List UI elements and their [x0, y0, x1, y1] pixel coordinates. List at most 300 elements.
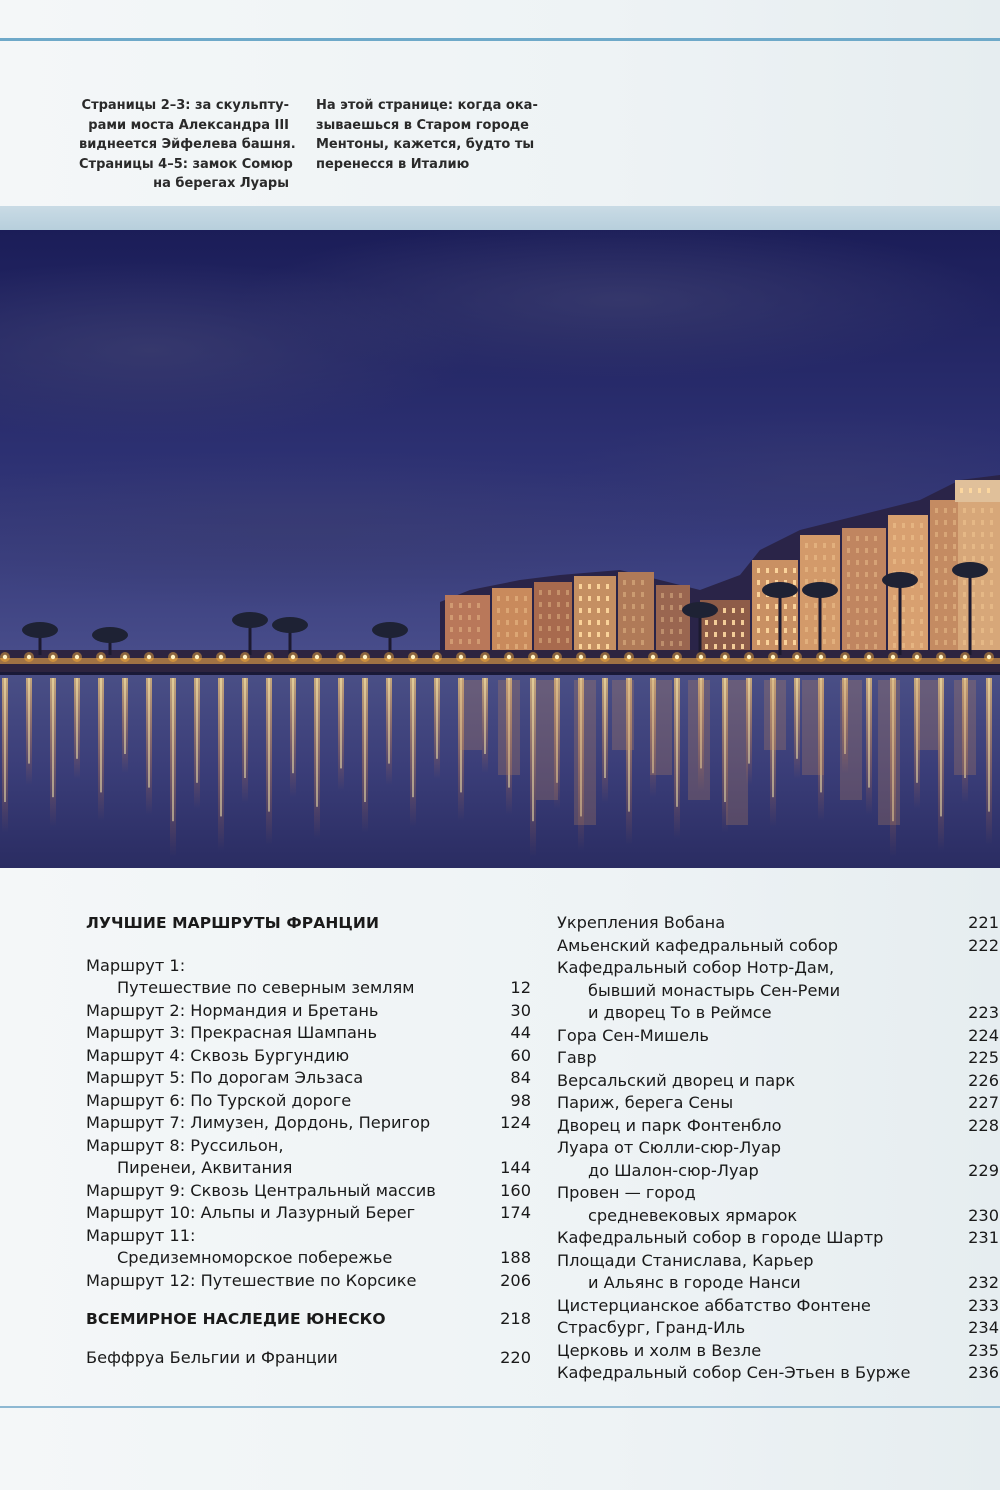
- window: [661, 593, 664, 598]
- window: [902, 535, 905, 540]
- reflection-core: [76, 678, 78, 759]
- window: [963, 640, 966, 645]
- window: [579, 596, 582, 601]
- window: [990, 544, 993, 549]
- window: [856, 608, 859, 613]
- reflection-core: [52, 678, 54, 797]
- window: [972, 508, 975, 513]
- toc-entry-title: Путешествие по северным землям: [117, 978, 415, 997]
- window: [670, 593, 673, 598]
- window: [935, 628, 938, 633]
- window: [670, 617, 673, 622]
- toc-entry: [557, 1295, 999, 1318]
- window: [623, 592, 626, 597]
- lamp: [795, 655, 799, 659]
- toc-page-number: 226: [968, 1070, 999, 1090]
- window: [757, 568, 760, 573]
- window: [539, 614, 542, 619]
- reflection-core: [532, 678, 534, 821]
- toc-entry: [86, 1090, 534, 1113]
- window: [623, 640, 626, 645]
- window: [814, 615, 817, 620]
- window: [911, 643, 914, 648]
- window: [865, 608, 868, 613]
- window: [847, 644, 850, 649]
- caption-line: виднеется Эйфелева башня.: [79, 137, 296, 152]
- toc-entry-title: Маршрут 9: Сквозь Центральный массив: [86, 1180, 436, 1200]
- window: [963, 508, 966, 513]
- window: [847, 572, 850, 577]
- window: [793, 568, 796, 573]
- window: [893, 559, 896, 564]
- window: [784, 640, 787, 645]
- toc-entry-title: и дворец То в Реймсе: [588, 1003, 772, 1022]
- toc-entry: [86, 977, 534, 1000]
- window: [459, 603, 462, 608]
- window: [832, 579, 835, 584]
- window: [990, 508, 993, 513]
- window: [606, 584, 609, 589]
- window: [766, 640, 769, 645]
- window: [632, 580, 635, 585]
- lamp: [627, 655, 631, 659]
- lamp: [723, 655, 727, 659]
- window: [597, 584, 600, 589]
- toc-entry-title: Беффруа Бельгии и Франции: [86, 1347, 338, 1367]
- lamp: [147, 655, 151, 659]
- window: [847, 608, 850, 613]
- toc-entry: [557, 912, 999, 935]
- lamp: [939, 655, 943, 659]
- window: [606, 620, 609, 625]
- lamp: [867, 655, 871, 659]
- window: [944, 508, 947, 513]
- window: [506, 596, 509, 601]
- window: [641, 640, 644, 645]
- window: [775, 568, 778, 573]
- window: [757, 640, 760, 645]
- lamp: [75, 655, 79, 659]
- lamp: [435, 655, 439, 659]
- toc-page-number: 174: [500, 1203, 531, 1222]
- window: [775, 604, 778, 609]
- window: [935, 508, 938, 513]
- window: [805, 603, 808, 608]
- window: [606, 608, 609, 613]
- toc-left-column: [86, 912, 534, 1369]
- window: [832, 543, 835, 548]
- reflection-core: [868, 678, 870, 788]
- window: [920, 535, 923, 540]
- window: [953, 520, 956, 525]
- window: [814, 627, 817, 632]
- window: [935, 580, 938, 585]
- toc-entry-title: Париж, берега Сены: [557, 1093, 734, 1112]
- window: [920, 547, 923, 552]
- caption-line: Страницы 4–5: замок Сомюр: [79, 156, 293, 172]
- window: [847, 560, 850, 565]
- window: [990, 616, 993, 621]
- toc-entry: [557, 1070, 999, 1093]
- window: [944, 520, 947, 525]
- palm-trunk: [899, 580, 902, 655]
- window: [902, 643, 905, 648]
- reflection-core: [172, 678, 174, 821]
- toc-entry: [557, 1002, 999, 1025]
- toc-entry: [557, 1160, 999, 1183]
- seawall: [0, 672, 1000, 675]
- window: [920, 583, 923, 588]
- lamp: [99, 655, 103, 659]
- toc-entry: [557, 1227, 999, 1250]
- palm-crown: [22, 622, 58, 638]
- building-reflection: [840, 680, 862, 800]
- window: [856, 572, 859, 577]
- toc-entry: [557, 935, 999, 958]
- window: [823, 603, 826, 608]
- top-rule: [0, 38, 1000, 41]
- window: [741, 632, 744, 637]
- lamp: [963, 655, 967, 659]
- lamp: [675, 655, 679, 659]
- window: [497, 644, 500, 649]
- reflection-core: [28, 678, 30, 764]
- window: [865, 572, 868, 577]
- toc-entry: [86, 1067, 534, 1090]
- toc-entry-title: до Шалон-сюр-Луар: [588, 1160, 759, 1180]
- window: [944, 544, 947, 549]
- toc-entry-title: Площади Станислава, Карьер: [557, 1250, 814, 1270]
- palm-trunk: [819, 590, 822, 655]
- lamp: [27, 655, 31, 659]
- toc-page-number: 230: [968, 1205, 999, 1225]
- window: [679, 641, 682, 646]
- window: [793, 640, 796, 645]
- building-reflection: [688, 680, 710, 800]
- window: [981, 520, 984, 525]
- window: [468, 639, 471, 644]
- window: [515, 596, 518, 601]
- window: [548, 626, 551, 631]
- window: [641, 580, 644, 585]
- toc-entry: [557, 1362, 999, 1385]
- window: [477, 615, 480, 620]
- window: [588, 632, 591, 637]
- palm-crown: [762, 582, 798, 598]
- window: [981, 592, 984, 597]
- window: [990, 580, 993, 585]
- window: [670, 629, 673, 634]
- reflection-core: [436, 678, 438, 759]
- window: [944, 532, 947, 537]
- window: [893, 631, 896, 636]
- toc-entry-title: Маршрут 1:: [86, 955, 186, 975]
- decorative-band: [0, 206, 1000, 230]
- lamp: [579, 655, 583, 659]
- window: [893, 607, 896, 612]
- toc-entry-title: Маршрут 3: Прекрасная Шампань: [86, 1023, 378, 1042]
- palm-crown: [882, 572, 918, 588]
- window: [990, 556, 993, 561]
- window: [670, 641, 673, 646]
- window: [856, 632, 859, 637]
- window: [784, 568, 787, 573]
- window: [902, 619, 905, 624]
- window: [944, 568, 947, 573]
- lamp: [315, 655, 319, 659]
- menton-harbour-photo: [0, 230, 1000, 868]
- lamp: [267, 655, 271, 659]
- window: [732, 620, 735, 625]
- window: [911, 523, 914, 528]
- window: [515, 644, 518, 649]
- window: [705, 632, 708, 637]
- window: [579, 584, 582, 589]
- lamp: [171, 655, 175, 659]
- window: [874, 644, 877, 649]
- window: [856, 560, 859, 565]
- window: [632, 640, 635, 645]
- window: [874, 632, 877, 637]
- window: [661, 641, 664, 646]
- window: [960, 488, 963, 493]
- window: [741, 620, 744, 625]
- window: [524, 596, 527, 601]
- toc-page-number: 206: [500, 1270, 531, 1290]
- toc-entry-title: бывший монастырь Сен-Реми: [588, 980, 841, 1000]
- window: [566, 614, 569, 619]
- window: [450, 639, 453, 644]
- toc-entry: [86, 1135, 534, 1158]
- window: [893, 643, 896, 648]
- toc-entry: [557, 957, 999, 980]
- building-reflection: [764, 680, 786, 750]
- window: [856, 536, 859, 541]
- window: [732, 608, 735, 613]
- window: [579, 608, 582, 613]
- toc-entry: [557, 1047, 999, 1070]
- window: [606, 596, 609, 601]
- window: [902, 631, 905, 636]
- toc-entry-title: Луара от Сюлли-сюр-Луар: [557, 1138, 782, 1157]
- window: [597, 596, 600, 601]
- window: [679, 605, 682, 610]
- toc-page-number: 225: [968, 1048, 999, 1067]
- toc-entry: [86, 1270, 534, 1293]
- palm-crown: [272, 617, 308, 633]
- window: [920, 619, 923, 624]
- window: [935, 568, 938, 573]
- window: [920, 523, 923, 528]
- window: [757, 604, 760, 609]
- window: [805, 567, 808, 572]
- building-reflection: [536, 680, 558, 800]
- toc-entry-title: Гавр: [557, 1048, 597, 1067]
- window: [953, 592, 956, 597]
- window: [641, 592, 644, 597]
- toc-section-heading: [86, 1308, 534, 1331]
- toc-entry-title: Гора Сен-Мишель: [557, 1025, 709, 1045]
- toc-entry: [557, 1025, 999, 1048]
- window: [972, 616, 975, 621]
- window: [865, 620, 868, 625]
- window: [679, 617, 682, 622]
- window: [814, 543, 817, 548]
- window: [579, 632, 582, 637]
- window: [766, 628, 769, 633]
- window: [865, 644, 868, 649]
- window: [990, 628, 993, 633]
- window: [972, 520, 975, 525]
- reflection-core: [4, 678, 6, 802]
- lamp: [507, 655, 511, 659]
- window: [981, 508, 984, 513]
- window: [823, 627, 826, 632]
- reflection-core: [196, 678, 198, 783]
- window: [963, 556, 966, 561]
- window: [641, 604, 644, 609]
- window: [981, 628, 984, 633]
- toc-entry: [86, 1225, 534, 1248]
- window: [981, 604, 984, 609]
- lamp: [387, 655, 391, 659]
- building-reflection: [954, 680, 976, 775]
- window: [990, 520, 993, 525]
- lamp: [531, 655, 535, 659]
- window: [911, 595, 914, 600]
- building-reflection: [460, 680, 482, 750]
- window: [911, 619, 914, 624]
- window: [856, 584, 859, 589]
- toc-entry: [86, 1347, 534, 1370]
- window: [874, 596, 877, 601]
- window: [935, 640, 938, 645]
- window: [902, 607, 905, 612]
- toc-page-number: 224: [968, 1025, 999, 1045]
- reflection-core: [292, 678, 294, 773]
- toc-entry: [557, 1250, 999, 1273]
- window: [497, 596, 500, 601]
- window: [597, 644, 600, 649]
- window: [935, 592, 938, 597]
- window: [902, 595, 905, 600]
- window: [874, 548, 877, 553]
- toc-entry: [557, 980, 999, 1003]
- window: [566, 638, 569, 643]
- window: [623, 604, 626, 609]
- toc-entry-title: Провен — город: [557, 1183, 696, 1202]
- toc-page-number: 188: [500, 1248, 531, 1267]
- window: [588, 644, 591, 649]
- toc-page-number: 234: [968, 1318, 999, 1337]
- toc-entry: [557, 1340, 999, 1363]
- bottom-rule: [0, 1406, 1000, 1408]
- toc-page-number: 218: [500, 1309, 531, 1328]
- window: [497, 620, 500, 625]
- window: [459, 639, 462, 644]
- lamp: [123, 655, 127, 659]
- window: [714, 644, 717, 649]
- window: [953, 604, 956, 609]
- lamp: [459, 655, 463, 659]
- window: [893, 523, 896, 528]
- window: [775, 616, 778, 621]
- window: [944, 592, 947, 597]
- lamp: [243, 655, 247, 659]
- toc-entry: [557, 1092, 999, 1115]
- window: [670, 605, 673, 610]
- routes-heading: ЛУЧШИЕ МАРШРУТЫ ФРАНЦИИ: [86, 914, 380, 932]
- toc-entry-title: Маршрут 7: Лимузен, Дордонь, Перигор: [86, 1113, 431, 1132]
- window: [972, 640, 975, 645]
- window: [805, 615, 808, 620]
- window: [524, 632, 527, 637]
- reflection-core: [724, 678, 726, 802]
- window: [588, 620, 591, 625]
- building-reflection: [650, 680, 672, 775]
- window: [911, 631, 914, 636]
- window: [953, 532, 956, 537]
- window: [705, 644, 708, 649]
- toc-entry-title: Пиренеи, Аквитания: [117, 1158, 293, 1177]
- caption-left: [79, 96, 296, 194]
- toc-page-number: 236: [968, 1363, 999, 1382]
- window: [963, 616, 966, 621]
- window: [623, 580, 626, 585]
- reflection-core: [316, 678, 318, 807]
- window: [588, 608, 591, 613]
- window: [856, 548, 859, 553]
- window: [661, 629, 664, 634]
- window: [874, 584, 877, 589]
- window: [874, 572, 877, 577]
- palm-crown: [952, 562, 988, 578]
- window: [459, 615, 462, 620]
- toc-entry-title: Кафедральный собор Нотр-Дам,: [557, 958, 835, 977]
- toc-page-number: 44: [510, 1023, 531, 1042]
- window: [935, 544, 938, 549]
- reflection-core: [268, 678, 270, 812]
- window: [920, 595, 923, 600]
- window: [805, 543, 808, 548]
- window: [920, 571, 923, 576]
- window: [814, 555, 817, 560]
- window: [539, 638, 542, 643]
- window: [468, 615, 471, 620]
- toc-entry-title: Кафедральный собор Сен-Этьен в Бурже: [557, 1363, 911, 1382]
- caption-line: Страницы 2–3: за скульпту-: [81, 98, 289, 113]
- toc-page-number: 221: [968, 913, 999, 932]
- window: [814, 567, 817, 572]
- lamp: [3, 655, 7, 659]
- toc-entry: [86, 1180, 534, 1203]
- window: [953, 640, 956, 645]
- toc-page-number: 98: [510, 1090, 531, 1110]
- window: [539, 590, 542, 595]
- toc-page-number: 220: [500, 1347, 531, 1367]
- window: [506, 620, 509, 625]
- toc-entry-title: Маршрут 12: Путешествие по Корсике: [86, 1270, 417, 1290]
- caption-right: [316, 96, 536, 174]
- window: [953, 544, 956, 549]
- toc-entry: [86, 1022, 534, 1045]
- window: [632, 604, 635, 609]
- window: [847, 536, 850, 541]
- reflection-core: [220, 678, 222, 816]
- window: [847, 548, 850, 553]
- window: [944, 580, 947, 585]
- window: [990, 532, 993, 537]
